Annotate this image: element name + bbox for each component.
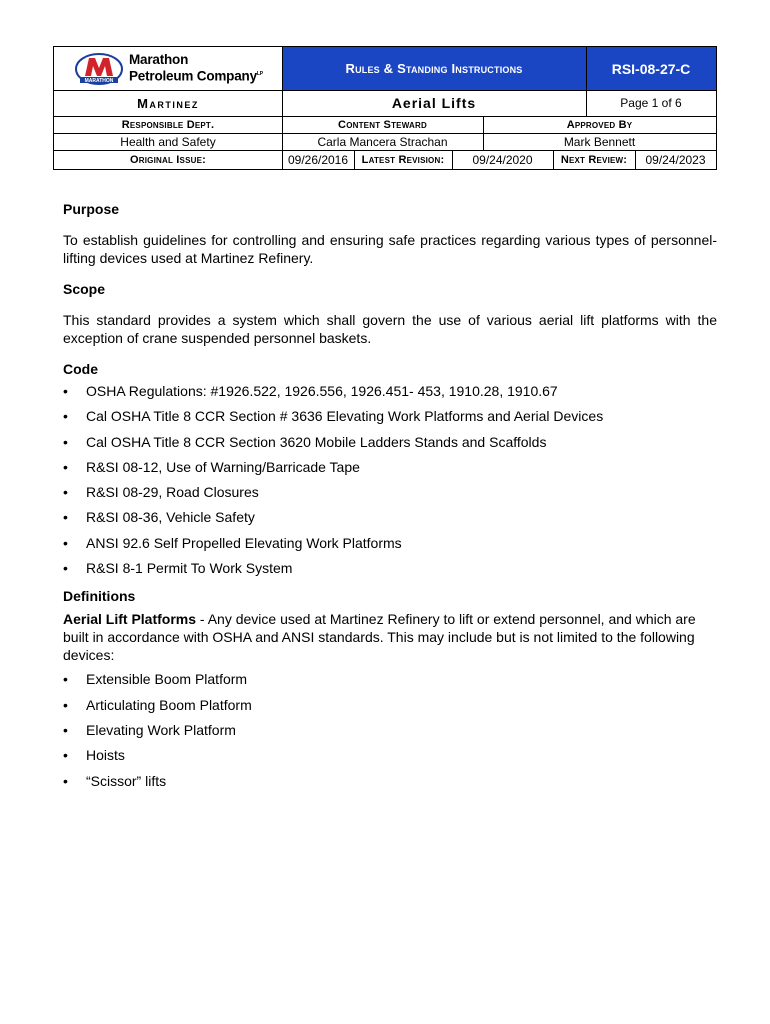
latest-revision-label: Latest Revision: [361, 153, 445, 166]
divider [354, 150, 355, 169]
page-number: Page 1 of 6 [620, 96, 682, 110]
definition-text: - Any device used at Martinez Refinery to lift or extend personnel, and which are built in accordance with OSHA and ANSI standards. This may include but is not limited to the following devices: [63, 611, 696, 664]
code-heading: Code [63, 361, 98, 377]
divider [635, 150, 636, 169]
definitions-list [63, 670, 717, 796]
bullet-icon: • [63, 696, 68, 713]
list-item: • Extensible Boom Platform [63, 671, 248, 688]
next-review-label: Next Review: [560, 153, 628, 166]
content-steward-label: Content Steward [338, 118, 427, 131]
code-list [63, 382, 717, 584]
list-item: • ANSI 92.6 Self Propelled Elevating Work Platforms [63, 534, 402, 551]
divider [282, 47, 283, 169]
bullet-icon: • [63, 772, 68, 789]
list-item: • R&SI 08-29, Road Closures [63, 484, 259, 501]
logo-wordmark: MARATHON [84, 77, 114, 84]
definition-paragraph [63, 610, 717, 664]
divider [54, 90, 716, 91]
content-steward-value: Carla Mancera Strachan [317, 134, 448, 149]
bullet-icon: • [63, 534, 68, 551]
document-id: RSI-08-27-C [586, 47, 716, 90]
company-logo [54, 47, 282, 90]
list-item: • R&SI 8-1 Permit To Work System [63, 560, 293, 577]
bullet-icon: • [63, 671, 68, 688]
divider [452, 150, 453, 169]
list-item: • Hoists [63, 747, 125, 764]
approved-by-label: Approved By [566, 118, 633, 131]
location-label: Martinez [137, 95, 199, 111]
scope-heading: Scope [63, 281, 106, 297]
list-item: • Cal OSHA Title 8 CCR Section 3620 Mobile Ladders Stands and Scaffolds [63, 433, 547, 450]
latest-revision-value: 09/24/2020 [472, 152, 533, 167]
company-name-line2: Petroleum Company [129, 68, 257, 84]
next-review-value: 09/24/2023 [645, 152, 706, 167]
purpose-text: To establish guidelines for controlling and ensuring safe practices regarding various types of personnel-lifting devices used at Martinez Refinery. [63, 232, 717, 266]
list-item: • R&SI 08-36, Vehicle Safety [63, 509, 255, 526]
divider [553, 150, 554, 169]
list-item: • Cal OSHA Title 8 CCR Section # 3636 Elevating Work Platforms and Aerial Devices [63, 408, 604, 425]
list-item: • Articulating Boom Platform [63, 696, 252, 713]
definition-term: Aerial Lift Platforms [63, 611, 197, 628]
marathon-logo-icon [74, 52, 124, 86]
original-issue-value: 09/26/2016 [287, 152, 349, 167]
list-item: • OSHA Regulations: #1926.522, 1926.556, 1926.451- 453, 1910.28, 1910.67 [63, 383, 558, 399]
document-body [63, 200, 717, 797]
scope-text: This standard provides a system which shall govern the use of various aerial lift platforms with the exception of crane suspended personnel baskets. [63, 312, 717, 346]
bullet-icon: • [63, 408, 68, 425]
responsible-dept-label: Responsible Dept. [121, 118, 215, 131]
list-item: • R&SI 08-12, Use of Warning/Barricade Tape [63, 458, 360, 475]
document-title: Aerial Lifts [391, 95, 477, 111]
responsible-dept-value: Health and Safety [120, 134, 216, 149]
bullet-icon: • [63, 721, 68, 738]
bullet-icon: • [63, 560, 68, 577]
company-name-line1: Marathon [129, 52, 189, 68]
purpose-heading: Purpose [63, 201, 120, 217]
list-item: • “Scissor” lifts [63, 772, 167, 789]
approved-by-value: Mark Bennett [563, 134, 636, 149]
divider [586, 47, 587, 116]
original-issue-label: Original Issue: [129, 153, 206, 166]
divider [54, 133, 716, 134]
bullet-icon: • [63, 458, 68, 475]
divider [483, 116, 484, 150]
bullet-icon: • [63, 433, 68, 450]
divider [54, 116, 716, 117]
document-header-table [53, 46, 717, 170]
bullet-icon: • [63, 383, 68, 399]
list-item: • Elevating Work Platform [63, 721, 236, 738]
company-suffix: LP [256, 71, 263, 78]
definitions-heading: Definitions [63, 588, 136, 605]
bullet-icon: • [63, 747, 68, 764]
bullet-icon: • [63, 484, 68, 501]
divider [54, 150, 716, 151]
bullet-icon: • [63, 509, 68, 526]
title-banner: Rules & Standing Instructions [282, 47, 586, 90]
